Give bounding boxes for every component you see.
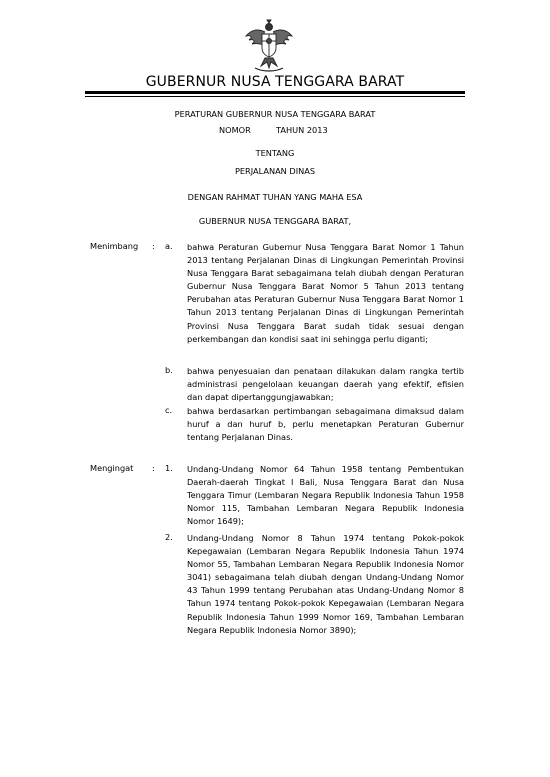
mengingat-colon: : bbox=[152, 463, 155, 473]
subject-heading: PERJALANAN DINAS bbox=[234, 166, 316, 176]
tahun-label: TAHUN 2013 bbox=[276, 125, 328, 135]
menimbang-item-text: bahwa berdasarkan pertimbangan sebagaimana dimaksud dalam huruf a dan huruf b, perlu menetapkan Peraturan Gubernur tentang Perjalanan Dinas. bbox=[187, 406, 464, 443]
menimbang-item-marker: c. bbox=[165, 405, 173, 415]
menimbang-item-text: bahwa penyesuaian dan penataan dilakukan dalam rangka tertib administrasi pengelolaan keuangan daerah yang efektif, efisien dan dapat dipertanggungjawabkan; bbox=[187, 366, 464, 403]
menimbang-item-text: bahwa Peraturan Gubernur Nusa Tenggara Barat Nomor 1 Tahun 2013 tentang Perjalanan Dinas di Lingkungan Pemerintah Provinsi Nusa Tenggara Barat sebagaimana telah diubah dengan Peraturan Gubernur Nusa Tenggara Barat Nomor 5 Tahun 2013 tentang Perubahan atas Peraturan Gubernur Nusa Tenggara Barat Nomor 1 Tahun 2013 tentang Perjalanan Dinas di Lingkungan Pemerintah Provinsi Nusa Tenggara Barat sudah tidak sesuai dengan perkembangan dan kondisi saat ini sehingga perlu diganti; bbox=[187, 242, 464, 344]
tentang-heading: TENTANG bbox=[255, 148, 295, 158]
header-title: GUBERNUR NUSA TENGGARA BARAT bbox=[145, 74, 405, 90]
nomor-label: NOMOR bbox=[219, 125, 251, 135]
header-rule-thin bbox=[85, 96, 465, 97]
menimbang-item-marker: a. bbox=[165, 241, 173, 251]
mengingat-item-text: Undang-Undang Nomor 8 Tahun 1974 tentang Pokok-pokok Kepegawaian (Lembaran Negara Republik Indonesia Tahun 1974 Nomor 55, Tambahan Lembaran Negara Republik Indonesia Nomor 3041) sebagaimana telah diubah dengan Undang-Undang Nomor 43 Tahun 1999 tentang Perubahan atas Undang-Undang Nomor 8 Tahun 1974 tentang Pokok-pokok Kepegawaian (Lembaran Negara Republik Indonesia Tahun 1999 Nomor 169, Tambahan Lembaran Negara Republik Indonesia Nomor 3890); bbox=[187, 533, 464, 635]
garuda-emblem-icon bbox=[243, 18, 295, 74]
mengingat-label: Mengingat bbox=[90, 463, 134, 473]
mengingat-item-marker: 1. bbox=[165, 463, 173, 473]
mengingat-item-text: Undang-Undang Nomor 64 Tahun 1958 tentang Pembentukan Daerah-daerah Tingkat I Bali, Nusa Tenggara Barat dan Nusa Tenggara Timur (Lembaran Negara Republik Indonesia Tahun 1958 Nomor 115, Tambahan Lembaran Negara Republik Indonesia Nomor 1649); bbox=[187, 464, 464, 527]
menimbang-label: Menimbang bbox=[90, 241, 139, 251]
menimbang-colon: : bbox=[152, 241, 155, 251]
mengingat-item-marker: 2. bbox=[165, 532, 173, 542]
invocation-line: DENGAN RAHMAT TUHAN YANG MAHA ESA bbox=[187, 192, 363, 202]
menimbang-item-marker: b. bbox=[165, 365, 173, 375]
header-rule-thick bbox=[85, 91, 465, 94]
issuer-line: GUBERNUR NUSA TENGGARA BARAT, bbox=[198, 216, 352, 226]
regulation-heading: PERATURAN GUBERNUR NUSA TENGGARA BARAT bbox=[174, 109, 376, 119]
